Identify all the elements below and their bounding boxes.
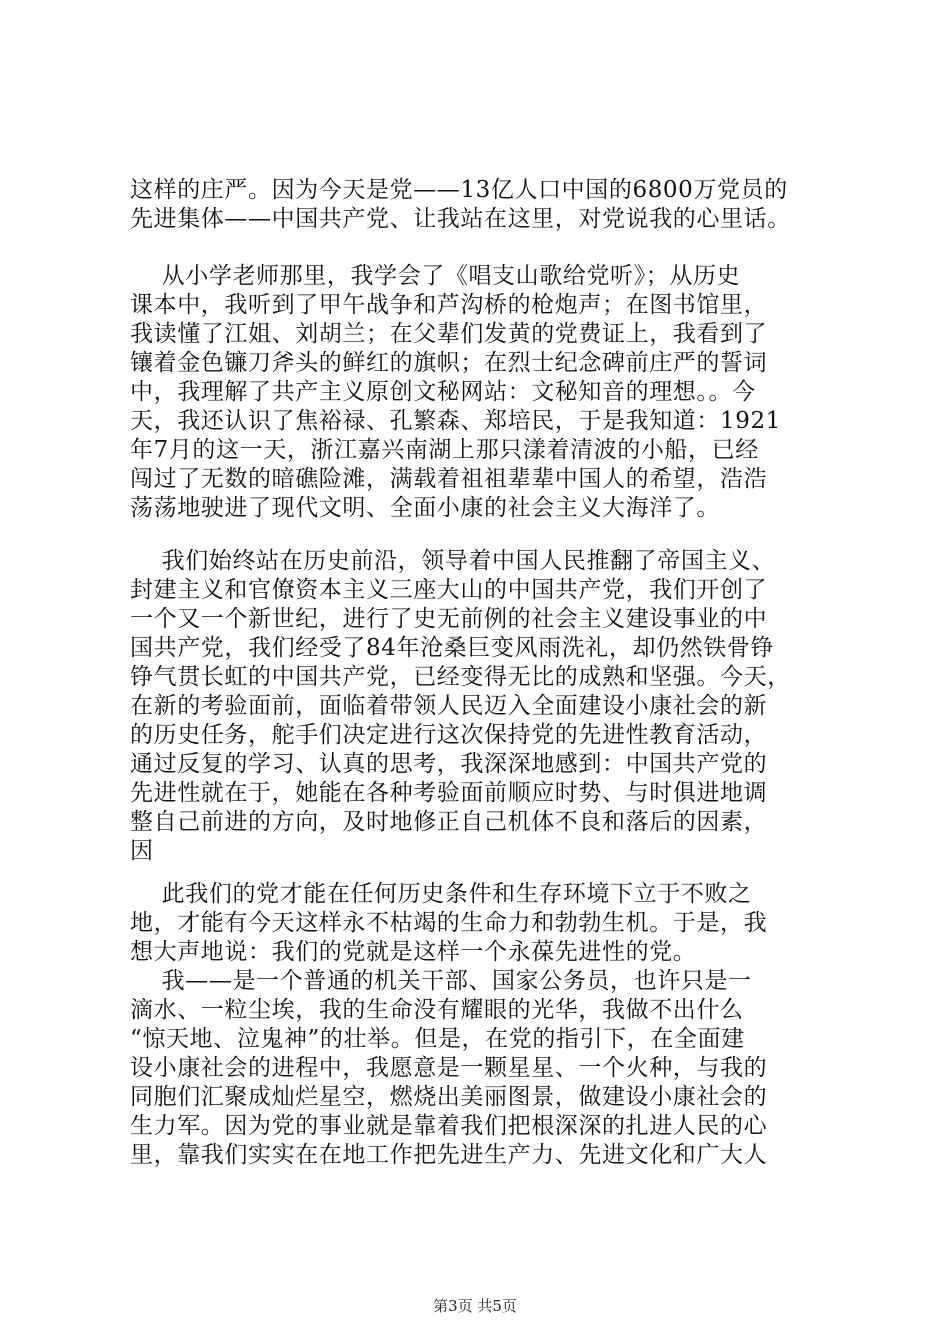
paragraph-2 [130, 262, 830, 523]
paragraph-5 [130, 967, 830, 1170]
text-line: 课本中，我听到了甲午战争和芦沟桥的枪炮声；在图书馆里， [130, 292, 768, 318]
text-line: 这样的庄严。因为今天是党——13亿人口中国的6800万党员的 [130, 177, 788, 203]
text-line: 整自己前进的方向，及时地修正自己机体不良和落后的因素， [130, 809, 768, 835]
paragraph-3 [130, 547, 830, 866]
text-line: 里，靠我们实实在在地工作把先进生产力、先进文化和广大人 [130, 1142, 768, 1168]
text-line: 此我们的党才能在任何历史条件和生存环境下立于不败之 [130, 881, 752, 907]
paragraph-1 [130, 176, 830, 234]
text-line: 在新的考验面前，面临着带领人民迈入全面建设小康社会的新 [130, 693, 768, 719]
text-line: 生力军。因为党的事业就是靠着我们把根深深的扎进人民的心 [130, 1113, 768, 1139]
text-line: 同胞们汇聚成灿烂星空，燃烧出美丽图景，做建设小康社会的 [130, 1084, 768, 1110]
page-number-footer: 第3页 共5页 [433, 1297, 517, 1315]
text-line: 的历史任务，舵手们决定进行这次保持党的先进性教育活动， [130, 722, 768, 748]
text-line: 想大声地说：我们的党就是这样一个永葆先进性的党。 [130, 939, 697, 965]
text-line: 荡荡地驶进了现代文明、全面小康的社会主义大海洋了。 [130, 495, 720, 521]
text-line: 国共产党，我们经受了84年沧桑巨变风雨洗礼，却仍然铁骨铮 [130, 635, 775, 661]
text-line: 我——是一个普通的机关干部、国家公务员，也许只是一 [130, 968, 752, 994]
text-line: 因 [130, 838, 154, 864]
text-line: 先进性就在于，她能在各种考验面前顺应时势、与时俱进地调 [130, 780, 768, 806]
text-line: 从小学老师那里，我学会了《唱支山歌给党听》；从历史 [130, 263, 741, 289]
text-line: 设小康社会的进程中，我愿意是一颗星星、一个火种，与我的 [130, 1055, 768, 1081]
text-line: 闯过了无数的暗礁险滩，满载着祖祖辈辈中国人的希望，浩浩 [130, 466, 768, 492]
text-line: 地，才能有今天这样永不枯竭的生命力和勃勃生机。于是，我 [130, 910, 768, 936]
text-line: 一个又一个新世纪，进行了史无前例的社会主义建设事业的中 [130, 606, 768, 632]
text-line: 镶着金色镰刀斧头的鲜红的旗帜；在烈士纪念碑前庄严的誓词 [130, 350, 768, 376]
text-line: 通过反复的学习、认真的思考，我深深地感到：中国共产党的 [130, 751, 768, 777]
paragraph-4 [130, 880, 830, 967]
text-line: 铮气贯长虹的中国共产党，已经变得无比的成熟和坚强。今天， [130, 664, 791, 690]
text-line: 天，我还认识了焦裕禄、孔繁森、郑培民，于是我知道：1921 [130, 408, 781, 434]
text-line: 中，我理解了共产主义原创文秘网站：文秘知音的理想。。今 [130, 379, 756, 405]
text-line: 我们始终站在历史前沿，领导着中国人民推翻了帝国主义、 [130, 548, 776, 574]
text-line: 滴水、一粒尘埃，我的生命没有耀眼的光华，我做不出什么 [130, 997, 744, 1023]
text-line: 年7月的这一天，浙江嘉兴南湖上那只漾着清波的小船，已经 [130, 437, 759, 463]
text-line: 封建主义和官僚资本主义三座大山的中国共产党，我们开创了 [130, 577, 768, 603]
text-line: “惊天地、泣鬼神”的壮举。但是，在党的指引下，在全面建 [130, 1026, 745, 1052]
text-line: 我读懂了江姐、刘胡兰；在父辈们发黄的党费证上，我看到了 [130, 321, 768, 347]
text-line: 先进集体——中国共产党、让我站在这里，对党说我的心里话。 [130, 206, 791, 232]
